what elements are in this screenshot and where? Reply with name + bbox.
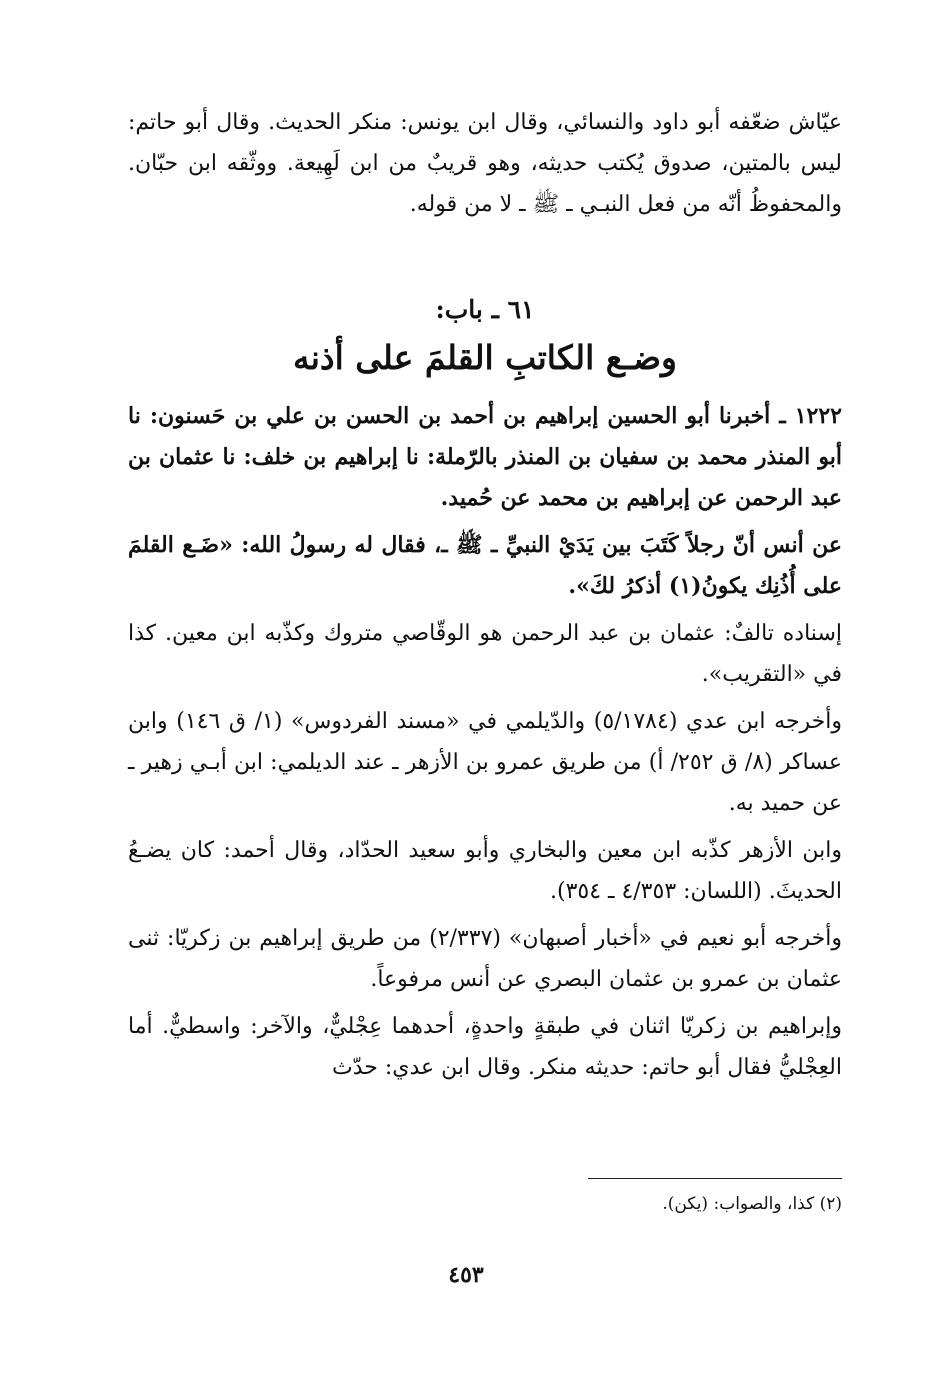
footnote: (٢) كذا، والصواب: (يكن). <box>662 1194 842 1214</box>
footnote-divider <box>588 1178 842 1179</box>
hadith-isnad: ١٢٢٢ ـ أخبرنا أبو الحسين إبراهيم بن أحمد بن الحسن بن علي بن حَسنون: نا أبو المنذر محمد بن سفيان بن المنذر بالرّملة: نا إبراهيم بن خلف: نا عثمان بن عبد الرحمن عن إبراهيم بن محمد عن حُميد. <box>128 403 842 511</box>
page-number: ٤٥٣ <box>448 1262 484 1288</box>
commentary-paragraph: وابن الأزهر كذّبه ابن معين والبخاري وأبو سعيد الحدّاد، وقال أحمد: كان يضـعُ الحديثَ. (اللسان: ٤/٣٥٣ ـ ٣٥٤). <box>128 838 842 904</box>
intro-paragraph <box>128 102 842 231</box>
commentary-paragraph: وأخرجه أبو نعيم في «أخبار أصبهان» (٢/٣٣٧) من طريق إبراهيم بن زكريّا: ثنى عثمان بن عمرو بن عثمان البصري عن أنس مرفوعاً. <box>128 926 842 992</box>
chapter-number: ٦١ ـ باب: <box>435 295 535 324</box>
main-text <box>128 396 842 1094</box>
commentary-paragraph: وأخرجه ابن عدي (٥/١٧٨٤) والدّيلمي في «مسند الفردوس» (١/ ق ١٤٦) وابن عساكر (٨/ ق ٢٥٢/ أ) من طريق عمرو بن الأزهر ـ عند الديلمي: ابن أبـي زهير ـ عن حميد به. <box>128 709 843 816</box>
chapter-title: وضـع الكاتبِ القلمَ على أذنه <box>293 338 677 377</box>
commentary-paragraph: إسناده تالفٌ: عثمان بن عبد الرحمن هو الوقّاصي متروك وكذّبه ابن معين. كذا في «التقريب». <box>128 621 842 687</box>
hadith-matn: عن أنس أنّ رجلاً كَتَبَ بين يَدَيْ النبيِّ ـ ﷺ ـ، فقال له رسولُ الله: «ضَـع القلمَ على أُذُنِك يكونُ(١) أذكرُ لكَ». <box>128 532 842 599</box>
commentary-paragraph: وإبراهيم بن زكريّا اثنان في طبقةٍ واحدةٍ، أحدهما عِجْليٌّ، والآخر: واسطيٌّ. أما العِجْليُّ فقال أبو حاتم: حديثه منكر. وقال ابن عدي: حدّث <box>128 1014 842 1080</box>
intro-text: عيّاش ضعّفه أبو داود والنسائي، وقال ابن يونس: منكر الحديث. وقال أبو حاتم: ليس بالمتين، صدوق يُكتب حديثه، وهو قريبٌ من ابن لَهِيعة. ووثّقه ابن حبّان. والمحفوظُ أنّه من فعل النبـي ـ ﷺ ـ لا من قوله. <box>128 110 842 217</box>
